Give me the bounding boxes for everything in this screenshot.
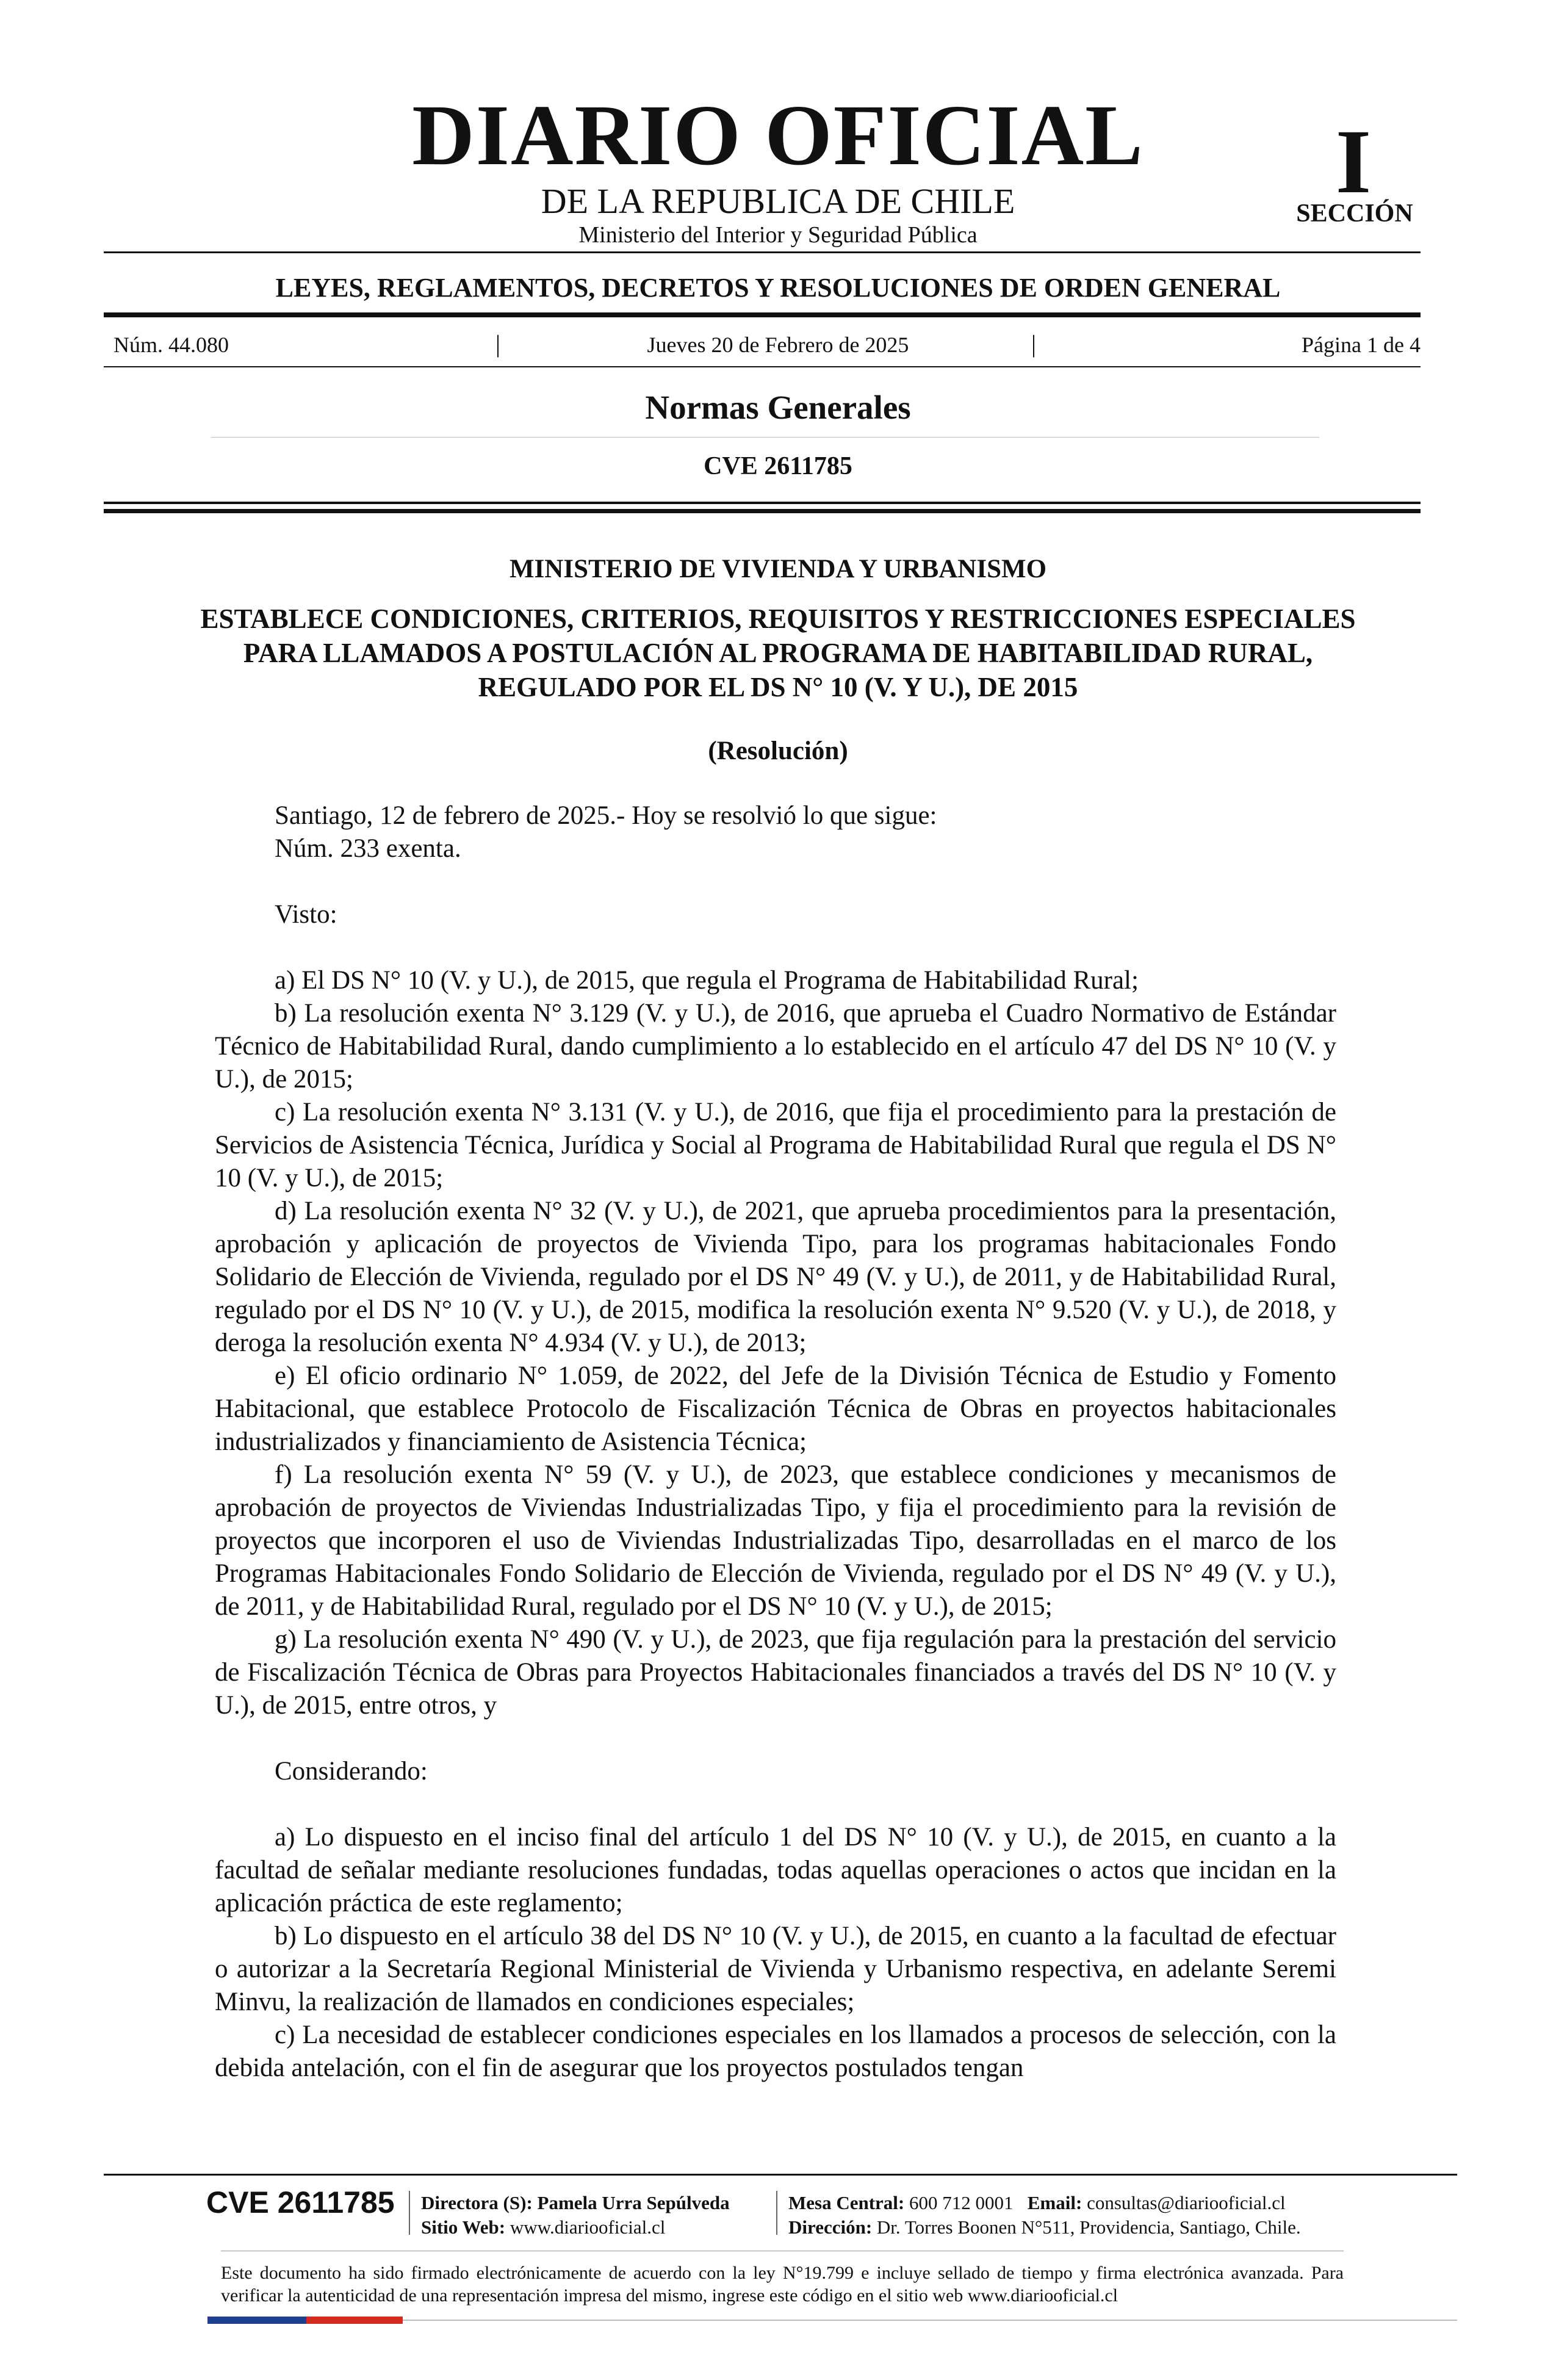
info-separator-left: | xyxy=(495,330,501,358)
issue-date: Jueves 20 de Febrero de 2025 xyxy=(647,333,909,357)
footer-contact-left xyxy=(421,2191,730,2240)
issuing-ministry: MINISTERIO DE VIVIENDA Y URBANISMO xyxy=(509,555,1047,583)
flag-stripe-red xyxy=(306,2317,403,2324)
document-headline: ESTABLECE CONDICIONES, CRITERIOS, REQUISITOS Y RESTRICCIONES ESPECIALES PARA LLAMADOS A POSTULACIÓN AL PROGRAMA DE HABITABILIDAD RURAL, REGULADO POR EL DS N° 10 (V. Y U.), DE 2015 xyxy=(200,604,1356,702)
director-name: Pamela Urra Sepúlveda xyxy=(537,2192,730,2213)
visto-item-f: f) La resolución exenta N° 59 (V. y U.), de 2023, que establece condiciones y mecanismos de aprobación de proyectos de Viviendas Industrializadas Tipo, y fija el procedimiento para la revisión de proyectos que incorporen el uso de Viviendas Industrializadas Tipo, desarrolladas en el marco de los Programas Habitacionales Fondo Solidario de Elección de Vivienda, regulado por el DS N° 49 (V. y U.), de 2011, y de Habitabilidad Rural, regulado por el DS N° 10 (V. y U.), de 2015; xyxy=(215,1460,1336,1621)
email-label: Email: xyxy=(1027,2192,1082,2213)
info-separator-right: | xyxy=(1031,330,1037,358)
newspaper-subtitle: DE LA REPUBLICA DE CHILE xyxy=(541,181,1015,221)
header-rule-top xyxy=(104,251,1421,253)
address-label: Dirección: xyxy=(788,2216,873,2238)
intro-line: Santiago, 12 de febrero de 2025.- Hoy se resolvió lo que sigue: xyxy=(275,801,937,830)
section-number: I xyxy=(1335,111,1372,212)
email-link[interactable]: consultas@diariooficial.cl xyxy=(1087,2192,1286,2213)
visto-item-g: g) La resolución exenta N° 490 (V. y U.), de 2023, que fija regulación para la prestación del servicio de Fiscalización Técnica de Obras para Proyectos Habitacionales financiados a través del DS N° 10 (V. y U.), de 2015, entre otros, y xyxy=(215,1625,1336,1720)
footer-rule xyxy=(104,2174,1457,2176)
section-divider xyxy=(211,437,1319,438)
address-value: Dr. Torres Boonen N°511, Providencia, Santiago, Chile. xyxy=(876,2216,1301,2238)
considerando-item-b: b) Lo dispuesto en el artículo 38 del DS N° 10 (V. y U.), de 2015, en cuanto a la facultad de efectuar o autorizar a la Secretaría Regional Ministerial de Vivienda y Urbanismo respectiva, en adelante Seremi Minvu, la realización de llamados en condiciones especiales; xyxy=(215,1922,1336,2016)
visto-item-d: d) La resolución exenta N° 32 (V. y U.), de 2021, que aprueba procedimientos para la presentación, aprobación y aplicación de proyectos de Vivienda Tipo, para los programas habitacionales Fondo Solidario de Elección de Vivienda, regulado por el DS N° 49 (V. y U.), de 2011, y de Habitabilidad Rural, regulado por el DS N° 10 (V. y U.), de 2015, modifica la resolución exenta N° 9.520 (V. y U.), de 2018, y deroga la resolución exenta N° 4.934 (V. y U.), de 2013; xyxy=(215,1197,1336,1357)
visto-heading: Visto: xyxy=(275,900,337,929)
document-body xyxy=(215,799,1336,2085)
footer-separator-2 xyxy=(776,2191,777,2235)
infobar-rule xyxy=(104,366,1421,367)
section-rule-1 xyxy=(104,502,1421,504)
considerando-heading: Considerando: xyxy=(275,1757,428,1786)
section-title: Normas Generales xyxy=(645,389,911,426)
visto-item-b: b) La resolución exenta N° 3.129 (V. y U.), de 2016, que aprueba el Cuadro Normativo de Estándar Técnico de Habitabilidad Rural, dando cumplimiento a lo establecido en el artículo 47 del DS N° 10 (V. y U.), de 2015; xyxy=(215,999,1336,1094)
website-link[interactable]: www.diariooficial.cl xyxy=(510,2216,666,2238)
document-type: (Resolución) xyxy=(708,737,848,765)
band-title: LEYES, REGLAMENTOS, DECRETOS Y RESOLUCIONES DE ORDEN GENERAL xyxy=(275,273,1281,303)
footer-contact-right xyxy=(788,2191,1301,2240)
newspaper-ministry: Ministerio del Interior y Seguridad Pública xyxy=(578,222,978,248)
phone-number: 600 712 0001 xyxy=(909,2192,1014,2213)
bottom-rule xyxy=(403,2320,1457,2321)
considerando-item-c: c) La necesidad de establecer condiciones especiales en los llamados a procesos de selección, con la debida antelación, con el fin de asegurar que los proyectos postulados tengan xyxy=(215,2021,1336,2082)
header-rule-thick xyxy=(104,312,1421,317)
footer-separator-1 xyxy=(409,2191,410,2235)
visto-item-e: e) El oficio ordinario N° 1.059, de 2022, del Jefe de la División Técnica de Estudio y Fomento Habitacional, que establece Protocolo de Fiscalización Técnica de Obras en proyectos habitacionales industrializados y financiamiento de Asistencia Técnica; xyxy=(215,1361,1336,1456)
visto-item-c: c) La resolución exenta N° 3.131 (V. y U.), de 2016, que fija el procedimiento para la prestación de Servicios de Asistencia Técnica, Jurídica y Social al Programa de Habitabilidad Rural que regula el DS N° 10 (V. y U.), de 2015; xyxy=(215,1098,1336,1192)
considerando-item-a: a) Lo dispuesto en el inciso final del artículo 1 del DS N° 10 (V. y U.), de 2015, en cuanto a la facultad de señalar mediante resoluciones fundadas, todas aquellas operaciones o actos que incidan en la aplicación práctica de este reglamento; xyxy=(215,1823,1336,1917)
visto-item-a: a) El DS N° 10 (V. y U.), de 2015, que regula el Programa de Habitabilidad Rural; xyxy=(275,966,1139,995)
phone-label: Mesa Central: xyxy=(788,2192,905,2213)
director-label: Directora (S): xyxy=(421,2192,533,2213)
website-label: Sitio Web: xyxy=(421,2216,506,2238)
issue-number: Núm. 44.080 xyxy=(113,333,229,357)
section-label: SECCIÓN xyxy=(1296,200,1413,228)
signature-note: Este documento ha sido firmado electrónicamente de acuerdo con la ley N°19.799 e incluye sellado de tiempo y firma electrónica avanzada. Para verificar la autenticidad de una representación impresa del mismo, ingrese este código en el sitio web www.diariooficial.cl xyxy=(221,2263,1344,2306)
footer-cve-code: CVE 2611785 xyxy=(206,2185,395,2220)
cve-code: CVE 2611785 xyxy=(704,452,852,480)
section-rule-2 xyxy=(104,509,1421,513)
newspaper-title: DIARIO OFICIAL xyxy=(412,87,1144,183)
flag-stripe-blue xyxy=(207,2317,306,2324)
page-indicator: Página 1 de 4 xyxy=(1302,333,1421,357)
resolution-number: Núm. 233 exenta. xyxy=(275,834,461,863)
